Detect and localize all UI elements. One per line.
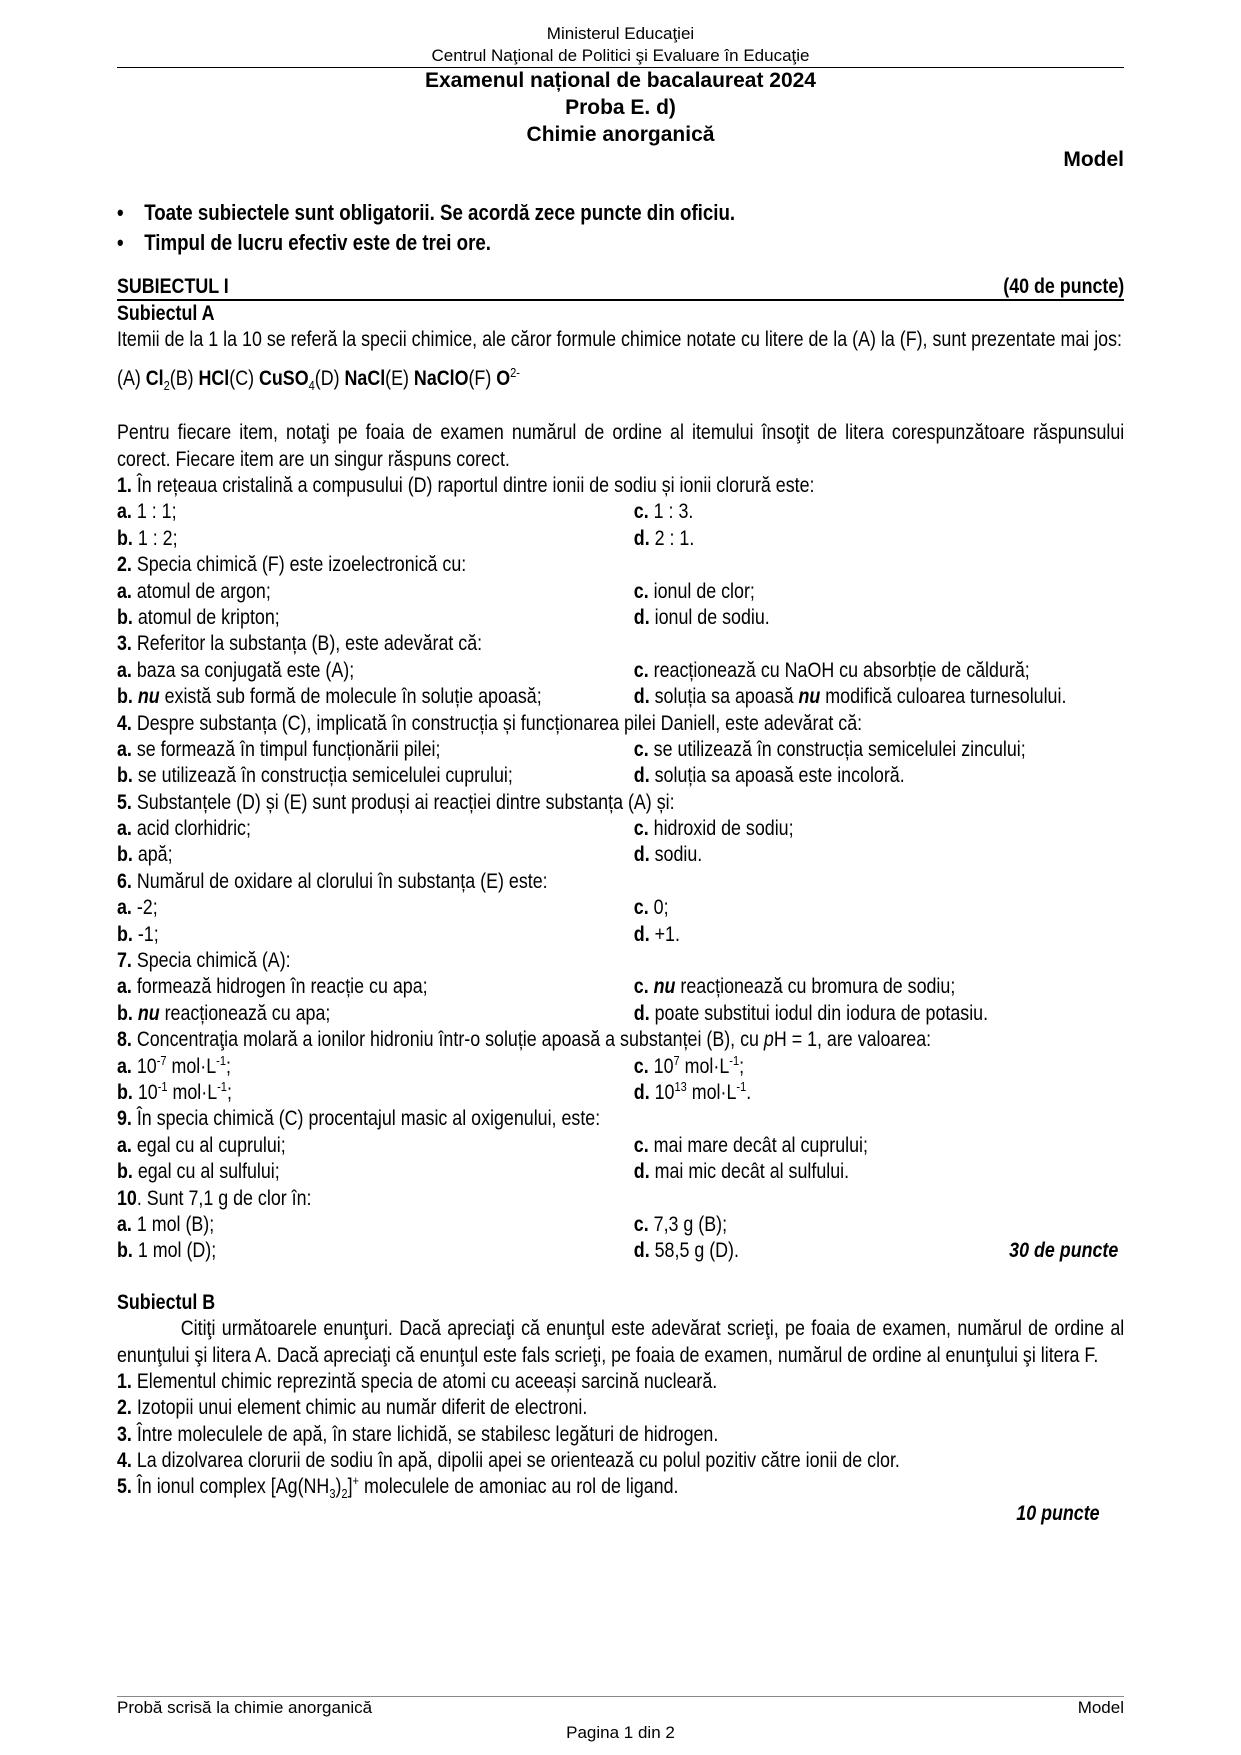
formula-label: (A) (117, 366, 146, 390)
option-letter: d. (633, 1080, 650, 1104)
option-letter: c. (633, 737, 649, 761)
answer-option (634, 816, 794, 842)
text-segment: -1 (216, 1052, 226, 1068)
text-segment: se utilizează în construcția semicelulei zincului; (648, 737, 1026, 761)
answer-option (634, 737, 1026, 763)
subject-a-title: Subiectul A (117, 302, 215, 325)
text-segment: poate substitui iodul din iodura de potasiu. (649, 1001, 989, 1025)
option-letter: c. (633, 975, 649, 999)
text-segment: 1 : 1; (131, 500, 177, 524)
question-stem (117, 473, 1124, 499)
option-letter: a. (117, 975, 132, 999)
answer-option (634, 842, 702, 868)
statement-item (117, 1395, 1124, 1421)
question-number: 10 (117, 1186, 137, 1210)
text-segment: se formează în timpul funcționării pilei; (131, 737, 441, 761)
subject-b-intro: Citiţi următoarele enunţuri. Dacă apreciaţi că enunţul este adevărat scrieţi, pe foaia de examen, numărul de ordine al enunţului şi litera A. Dacă apreciaţi că enunţul este fals scrieţi, pe foaia de examen, numărul de ordine al enunţului şi litera F. (117, 1317, 1125, 1367)
question-stem (117, 869, 1124, 895)
answer-option (117, 1213, 214, 1236)
section-header (117, 274, 1124, 300)
option-letter: a. (117, 817, 132, 841)
subject-a-points: 30 de puncte (1009, 1239, 1119, 1263)
text-segment: mol·L (679, 1054, 730, 1078)
answer-option (117, 685, 542, 708)
option-row (117, 1159, 1124, 1185)
text-segment: H = 1, are valoarea: (773, 1028, 932, 1052)
text-segment: La dizolvarea clorurii de sodiu în apă, dipolii apei se orientează cu polul pozitiv către ionii de clor. (131, 1449, 900, 1473)
page-number: Pagina 1 din 2 (566, 1723, 675, 1742)
text-segment: -2; (131, 896, 158, 920)
text-segment: mol·L (166, 1054, 217, 1078)
option-row (117, 684, 1124, 710)
text-segment: 2 (341, 1486, 348, 1502)
text-segment: ] (347, 1475, 353, 1499)
answer-option (634, 684, 1067, 710)
option-letter: b. (117, 1001, 133, 1025)
option-row (117, 658, 1124, 684)
question-number: 4. (117, 711, 132, 735)
option-row (117, 1001, 1124, 1027)
answer-option (634, 658, 1030, 684)
option-letter: c. (633, 500, 649, 524)
answer-option (634, 1133, 868, 1159)
answer-option (634, 763, 905, 789)
statement-item (117, 1369, 1124, 1395)
question-stem (117, 552, 1124, 578)
option-letter: b. (117, 685, 133, 709)
answer-option (634, 1212, 727, 1238)
text-segment: Specia chimică (A): (131, 949, 291, 973)
answer-option (634, 974, 955, 1000)
text-segment: ) (335, 1475, 342, 1499)
option-row (117, 499, 1124, 525)
subject-b-title: Subiectul B (117, 1290, 216, 1314)
text-segment: acid clorhidric; (131, 817, 251, 841)
subject-a-intro: Itemii de la 1 la 10 se referă la specii chimice, ale căror formule chimice notate cu litere de la (A) la (F), sunt prezentate mai jos: (117, 328, 1122, 352)
option-row (117, 974, 1124, 1000)
question-number: 9. (117, 1107, 132, 1131)
center-name: Centrul Naţional de Politici şi Evaluare în Educaţie (431, 46, 810, 65)
text-segment: formează hidrogen în reacție cu apa; (131, 975, 428, 999)
subject-title: Chimie anorganică (526, 123, 715, 146)
instruction-text: Timpul de lucru efectiv este de trei ore. (144, 230, 491, 255)
text-segment: modifică culoarea turnesolului. (820, 685, 1067, 709)
text-segment: soluția sa apoasă este incoloră. (649, 764, 905, 788)
text-segment: În ionul complex [Ag(NH (131, 1475, 330, 1499)
statement-item (117, 1474, 1124, 1500)
text-segment: nu (798, 685, 821, 709)
option-row (117, 1080, 1124, 1106)
answer-option (117, 923, 159, 946)
question-number: 3. (117, 632, 132, 656)
statement-number: 5. (117, 1475, 132, 1499)
answer-option (117, 764, 513, 787)
answer-option (634, 605, 770, 631)
text-segment: hidroxid de sodiu; (648, 817, 794, 841)
text-segment: ionul de sodiu. (649, 605, 770, 629)
formula-label: (F) (468, 366, 497, 390)
text-segment: 3 (329, 1486, 336, 1502)
statement-list (117, 1369, 1124, 1501)
option-letter: b. (117, 1239, 133, 1263)
question-stem (117, 1106, 1124, 1132)
answer-option (634, 526, 695, 552)
option-row (117, 605, 1124, 631)
option-letter: b. (117, 1160, 133, 1184)
text-segment: reacționează cu bromura de sodiu; (675, 975, 956, 999)
text-segment: 58,5 g (D). (649, 1239, 739, 1263)
answer-option (634, 579, 755, 605)
exam-title: Examenul național de bacalaureat 2024 (424, 69, 816, 92)
option-letter: c. (633, 1133, 649, 1157)
answer-option (634, 499, 694, 525)
answer-option (117, 843, 173, 866)
text-segment: Substanțele (D) și (E) sunt produși ai reacției dintre substanța (A) și: (131, 790, 675, 814)
answer-option (634, 1080, 751, 1106)
formula-label: (E) (385, 366, 414, 390)
question-stem (117, 1186, 1124, 1212)
text-segment: mol·L (686, 1080, 737, 1104)
answer-option (117, 1078, 232, 1104)
text-segment: 2- (510, 364, 520, 380)
text-segment: 4 (308, 377, 315, 393)
option-letter: c. (633, 1212, 649, 1236)
question-number: 1. (117, 474, 132, 497)
text-segment: -1; (132, 922, 159, 946)
question-stem (117, 711, 1124, 737)
text-segment: nu (137, 1001, 160, 1025)
option-letter: b. (117, 1080, 133, 1104)
option-letter: c. (633, 579, 649, 603)
statement-number: 4. (117, 1449, 132, 1473)
option-letter: c. (633, 1054, 649, 1078)
text-segment: Concentraţia molară a ionilor hidroniu într-o soluție apoasă a substanței (B), cu (131, 1028, 764, 1052)
text-segment: Despre substanța (C), implicată în construcția și funcționarea pilei Daniell, este adevărat că: (131, 711, 863, 735)
section-points: (40 de puncte) (1003, 275, 1125, 298)
text-segment: nu (653, 975, 676, 999)
text-segment: În rețeaua cristalină a compusului (D) raportul dintre ionii de sodiu și ionii clorură este: (131, 474, 815, 497)
option-letter: a. (117, 737, 132, 761)
text-segment: 10 (648, 1054, 674, 1078)
formula-list (117, 366, 1124, 392)
text-segment: . (746, 1080, 752, 1104)
text-segment: Referitor la substanța (B), este adevărat că: (131, 632, 483, 656)
text-segment: baza sa conjugată este (A); (131, 658, 355, 682)
text-segment: egal cu al sulfului; (132, 1160, 280, 1184)
answer-option (117, 1002, 330, 1025)
formula-label: (D) (314, 366, 345, 390)
instruction-text: Toate subiectele sunt obligatorii. Se acordă zece puncte din oficiu. (144, 200, 736, 225)
answer-option (117, 817, 251, 840)
option-row (117, 922, 1124, 948)
answer-option (634, 1001, 988, 1027)
option-letter: a. (117, 1212, 132, 1236)
text-segment: 1 mol (D); (132, 1239, 217, 1263)
answer-option (117, 1134, 286, 1157)
text-segment: ; (225, 1054, 231, 1078)
answer-option (634, 895, 669, 921)
text-segment: Între moleculele de apă, în stare lichidă, se stabilesc legături de hidrogen. (131, 1422, 719, 1446)
question-stem (117, 948, 1124, 974)
text-segment: ; (226, 1080, 232, 1104)
answer-option (117, 659, 354, 682)
subject-b-points: 10 puncte (1016, 1501, 1100, 1525)
answer-option (117, 500, 177, 523)
option-letter: c. (633, 896, 649, 920)
option-row (117, 1133, 1124, 1159)
text-segment: soluția sa apoasă (649, 685, 799, 709)
answer-option (117, 975, 428, 998)
option-letter: b. (117, 764, 133, 788)
option-letter: a. (117, 1133, 132, 1157)
text-segment: 0; (648, 896, 669, 920)
text-segment: reacționează cu NaOH cu absorbție de căldură; (648, 658, 1030, 682)
answer-option (117, 1239, 216, 1262)
text-segment: 1 : 3. (648, 500, 694, 524)
answer-option (634, 1054, 744, 1080)
question-number: 7. (117, 949, 132, 973)
text-segment: ; (739, 1054, 745, 1078)
text-segment: 7,3 g (B); (648, 1212, 728, 1236)
option-letter: d. (633, 764, 650, 788)
bullet: • (117, 230, 124, 255)
option-letter: d. (633, 1001, 650, 1025)
text-segment: atomul de kripton; (132, 605, 280, 629)
option-row (117, 1238, 1124, 1264)
answer-option (117, 527, 178, 550)
subject-a (117, 301, 1124, 1527)
text-segment: egal cu al cuprului; (131, 1133, 286, 1157)
answer-option (634, 1159, 849, 1185)
formula-label: (B) (169, 366, 199, 390)
text-segment: 2 (163, 377, 170, 393)
option-letter: d. (633, 685, 650, 709)
text-segment: NaCl (344, 366, 386, 390)
instruction-item (117, 198, 1124, 228)
footer-left: Probă scrisă la chimie anorganică (117, 1698, 373, 1717)
instruction-item (117, 228, 1124, 258)
option-letter: a. (117, 658, 132, 682)
proba-title: Proba E. d) (565, 96, 676, 119)
text-segment: CuSO (259, 366, 309, 390)
text-segment: 13 (674, 1078, 687, 1094)
text-segment: mol·L (167, 1080, 218, 1104)
option-letter: a. (117, 579, 132, 603)
text-segment: . Sunt 7,1 g de clor în: (136, 1186, 312, 1210)
option-row (117, 1054, 1124, 1080)
text-segment: -7 (156, 1052, 167, 1068)
question-stem (117, 631, 1124, 657)
text-segment: moleculele de amoniac au rol de ligand. (358, 1475, 679, 1499)
text-segment: Cl (145, 366, 164, 390)
text-segment: 2 : 1. (649, 526, 695, 550)
option-letter: d. (633, 605, 650, 629)
text-segment: + (352, 1473, 359, 1489)
text-segment: apă; (132, 843, 173, 867)
formula-item (385, 367, 468, 390)
text-segment: +1. (649, 922, 680, 946)
option-letter: d. (633, 1239, 650, 1263)
option-row (117, 579, 1124, 605)
answer-option (117, 896, 158, 919)
text-segment: Numărul de oxidare al clorului în substanța (E) este: (131, 869, 548, 893)
text-segment: În specia chimică (C) procentajul masic al oxigenului, este: (131, 1107, 601, 1131)
answer-option (117, 738, 440, 761)
text-segment: 10 (131, 1054, 157, 1078)
option-letter: c. (633, 817, 649, 841)
text-segment: mai mic decât al sulfului. (649, 1160, 850, 1184)
option-row (117, 737, 1124, 763)
formula-item (229, 366, 315, 393)
option-letter: b. (117, 605, 133, 629)
option-row (117, 816, 1124, 842)
option-letter: d. (633, 1160, 650, 1184)
question-list (117, 473, 1124, 1265)
instructions-list (117, 198, 1124, 258)
statement-number: 1. (117, 1369, 132, 1393)
option-letter: d. (633, 843, 650, 867)
question-number: 5. (117, 790, 132, 814)
option-letter: a. (117, 1054, 132, 1078)
formula-item (315, 367, 385, 390)
statement-item (117, 1422, 1124, 1448)
option-row (117, 1212, 1124, 1238)
subject-a-instruction: Pentru fiecare item, notaţi pe foaia de examen numărul de ordine al itemului însoţit de litera corespunzătoare răspunsului corect. Fiecare item are un singur răspuns corect. (117, 421, 1125, 471)
footer-right: Model (1077, 1698, 1124, 1717)
text-segment: -1 (217, 1078, 227, 1094)
text-segment: 10 (132, 1080, 158, 1104)
option-letter: d. (633, 526, 650, 550)
text-segment: p (763, 1028, 774, 1052)
text-segment: 1 mol (B); (131, 1212, 215, 1236)
question-stem (117, 1027, 1124, 1053)
answer-option (117, 606, 280, 629)
subject-b-points-row (117, 1501, 1124, 1527)
formula-item (117, 366, 170, 393)
text-segment: Izotopii unui element chimic au număr diferit de electroni. (131, 1396, 588, 1420)
text-segment: 1 : 2; (132, 526, 178, 550)
answer-option (634, 1238, 739, 1264)
formula-label: (C) (229, 366, 260, 390)
text-segment: ionul de clor; (648, 579, 755, 603)
text-segment: Elementul chimic reprezintă specia de atomi cu aceeași sarcină nucleară. (131, 1369, 718, 1393)
text-segment: NaClO (413, 366, 469, 390)
text-segment: 10 (649, 1080, 675, 1104)
formula-item (170, 367, 230, 390)
option-letter: c. (633, 658, 649, 682)
option-letter: d. (633, 922, 650, 946)
text-segment: -1 (157, 1078, 168, 1094)
option-letter: b. (117, 922, 133, 946)
option-row (117, 526, 1124, 552)
text-segment: se utilizează în construcția semicelulei cuprului; (132, 764, 513, 788)
text-segment: atomul de argon; (131, 579, 271, 603)
section-title: SUBIECTUL I (117, 275, 229, 298)
bullet: • (117, 200, 124, 225)
model-label: Model (1063, 148, 1124, 171)
option-row (117, 842, 1124, 868)
option-letter: a. (117, 896, 132, 920)
text-segment: mai mare decât al cuprului; (648, 1133, 868, 1157)
text-segment: nu (137, 685, 160, 709)
question-stem (117, 790, 1124, 816)
text-segment: -1 (736, 1078, 747, 1094)
option-letter: a. (117, 500, 132, 524)
question-number: 2. (117, 553, 132, 577)
option-letter: b. (117, 843, 133, 867)
text-segment: O (496, 366, 511, 390)
ministry-name: Ministerul Educaţiei (546, 24, 695, 43)
text-segment: reacționează cu apa; (159, 1001, 331, 1025)
statement-number: 2. (117, 1396, 132, 1420)
statement-number: 3. (117, 1422, 132, 1446)
answer-option (634, 922, 680, 948)
answer-option (117, 580, 271, 603)
text-segment: -1 (729, 1052, 740, 1068)
option-letter: b. (117, 526, 133, 550)
text-segment: Specia chimică (F) este izoelectronică cu: (131, 553, 467, 577)
option-row (117, 763, 1124, 789)
text-segment: există sub formă de molecule în soluție apoasă; (159, 685, 542, 709)
statement-item (117, 1448, 1124, 1474)
text-segment: 7 (673, 1052, 680, 1068)
question-number: 8. (117, 1028, 132, 1052)
answer-option (117, 1052, 231, 1078)
text-segment: HCl (198, 366, 230, 390)
answer-option (117, 1160, 280, 1183)
text-segment: sodiu. (649, 843, 703, 867)
option-row (117, 895, 1124, 921)
question-number: 6. (117, 869, 132, 893)
formula-item (468, 364, 520, 390)
